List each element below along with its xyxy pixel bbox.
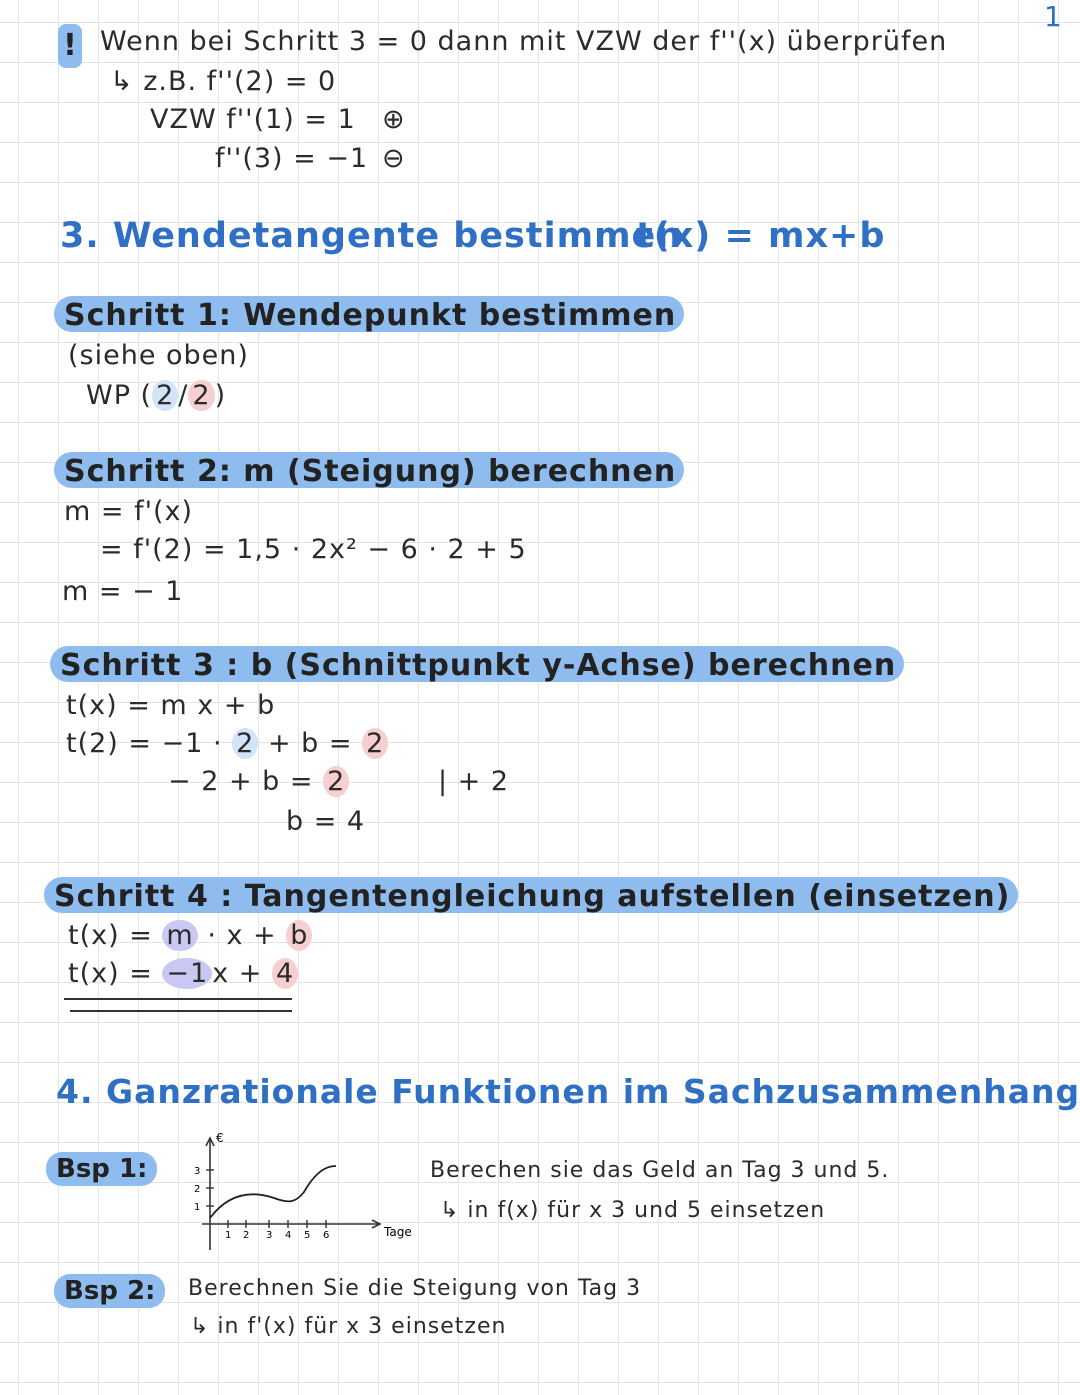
step-3-line-1: t(x) = m x + b: [66, 690, 276, 721]
step-2-label: Schritt 2: m (Steigung) berechnen: [54, 452, 684, 488]
note-line-3: VZW f''(1) = 1: [150, 104, 356, 135]
note-line-4: f''(3) = −1: [215, 143, 369, 174]
step-2-line-2: = f'(2) = 1,5 · 2x² − 6 · 2 + 5: [100, 534, 527, 565]
x-tick-2: 2: [243, 1230, 250, 1241]
example-1-label: Bsp 1:: [46, 1152, 157, 1186]
tangent-equation: t(x) = −1 x + 4: [68, 958, 298, 989]
graph-y-unit: €: [216, 1131, 224, 1145]
x-tick-3: 3: [266, 1230, 273, 1241]
y-value-circle-2: 2: [323, 766, 349, 797]
page-number: 1: [1044, 0, 1062, 33]
y-tick-3: 3: [194, 1166, 201, 1177]
m-value-circle: −1: [162, 958, 212, 989]
example-2-text-1: Berechnen Sie die Steigung von Tag 3: [188, 1276, 642, 1301]
underline-2: [70, 1010, 292, 1012]
x-tick-4: 4: [285, 1230, 292, 1241]
section-3-title: 3. Wendetangente bestimmen: [60, 216, 683, 256]
m-circle: m: [162, 920, 197, 951]
tangent-formula: t(x) = mx+b: [636, 216, 886, 256]
money-graph: [180, 1126, 430, 1256]
plus-sign-icon: ⊕: [382, 104, 406, 135]
underline-1: [64, 998, 292, 1000]
step-4-line-1: t(x) = m · x + b: [68, 920, 312, 951]
step-2-line-1: m = f'(x): [64, 496, 194, 527]
step-1-reference: (siehe oben): [68, 340, 249, 371]
step-4-label: Schritt 4 : Tangentengleichung aufstellen (einsetzen): [44, 877, 1018, 913]
example-1-text-2: ↳ in f(x) für x 3 und 5 einsetzen: [440, 1198, 826, 1223]
b-circle: b: [286, 920, 312, 951]
b-value-circle: 4: [272, 958, 298, 989]
note-line-1: Wenn bei Schritt 3 = 0 dann mit VZW der f''(x) überprüfen: [100, 26, 948, 57]
wp-x-value: 2: [152, 380, 178, 411]
step-3-line-3: − 2 + b = 2: [168, 766, 349, 797]
y-tick-2: 2: [194, 1184, 201, 1195]
inflection-point: WP ( 2 / 2 ): [86, 380, 227, 411]
step-1-label: Schritt 1: Wendepunkt bestimmen: [54, 296, 684, 332]
step-3-result: b = 4: [286, 806, 366, 837]
minus-sign-icon: ⊖: [382, 143, 406, 174]
x-tick-1: 1: [225, 1230, 232, 1241]
graph-curve: [210, 1166, 336, 1218]
example-1-text-1: Berechen sie das Geld an Tag 3 und 5.: [430, 1158, 890, 1183]
example-2-label: Bsp 2:: [54, 1274, 165, 1308]
y-tick-1: 1: [194, 1202, 201, 1213]
x-tick-6: 6: [323, 1230, 330, 1241]
graph-x-label: Tage: [384, 1225, 412, 1239]
y-value-circle: 2: [362, 728, 388, 759]
section-4-title: 4. Ganzrationale Funktionen im Sachzusammenhang: [56, 1072, 1080, 1111]
warning-icon: !: [58, 24, 82, 68]
step-3-line-2: t(2) = −1 · 2 + b = 2: [66, 728, 388, 759]
x-value-circle: 2: [232, 728, 258, 759]
x-tick-5: 5: [304, 1230, 311, 1241]
example-2-text-2: ↳ in f'(x) für x 3 einsetzen: [190, 1314, 507, 1339]
step-3-label: Schritt 3 : b (Schnittpunkt y-Achse) berechnen: [50, 646, 904, 682]
note-line-2: ↳ z.B. f''(2) = 0: [110, 66, 337, 97]
step-2-result: m = − 1: [62, 576, 184, 607]
wp-y-value: 2: [188, 380, 214, 411]
step-3-operation: | + 2: [438, 766, 510, 797]
